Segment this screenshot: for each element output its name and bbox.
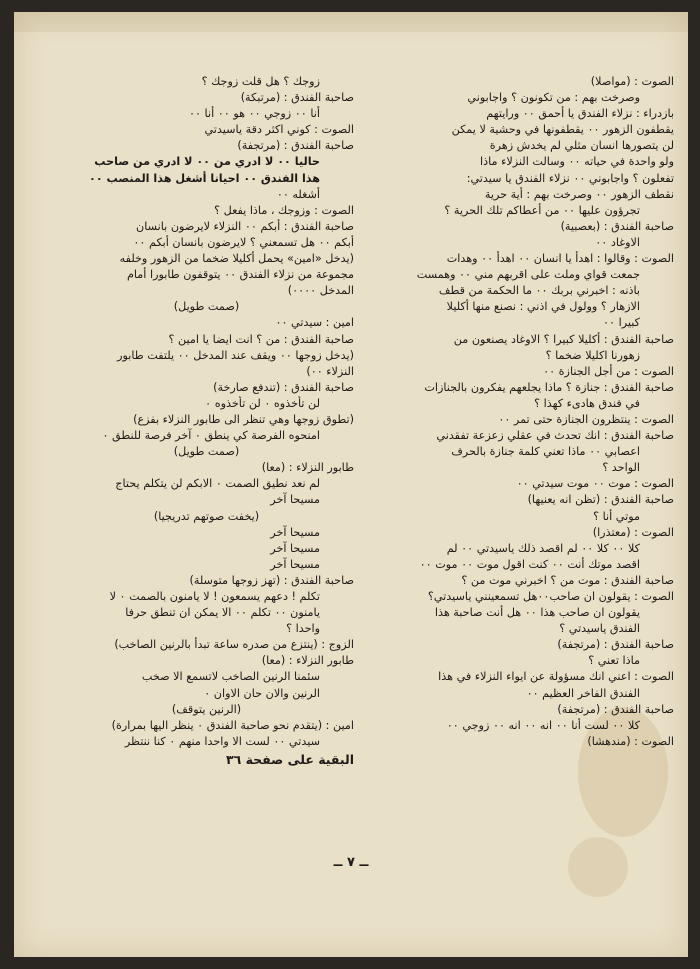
text-line: الصوت : اعني انك مسؤولة عن ايواء النزلاء في هذا xyxy=(438,670,674,684)
text-line: الصوت : كوني اكثر دقة ياسيدتي xyxy=(204,123,354,137)
text-line: صاحبة الفندق : أبكم ٠٠ النزلاء لايرضون بانسان xyxy=(136,219,354,233)
left-text-column xyxy=(59,74,354,768)
text-line: الصوت : موت ٠٠ موت سيدتي ٠٠ xyxy=(516,477,674,491)
text-line: لن يتصورها انسان مثلي لم يخدش زهرة xyxy=(489,139,674,153)
text-line: الصوت : يقولون ان صاحب٠٠هل تسمعينني ياسيدتي؟ xyxy=(427,590,674,603)
text-line: الزوج : (ينتزع من صدره ساعة تبدأ بالرنين الصاخب) xyxy=(114,638,354,652)
text-line: صاحبة الفندق : (تظن انه يعنيها) xyxy=(527,493,674,507)
text-line: كلا ٠٠ لست أنا ٠٠ انه ٠٠ انه ٠٠ زوجي ٠٠ xyxy=(446,718,640,732)
text-line: مسيحا آخر xyxy=(270,493,320,507)
text-line: النزلاء ٠٠) xyxy=(306,364,354,378)
text-line: نقطف الزهور ٠٠ وصرخت بهم : أية حرية xyxy=(484,187,674,201)
text-line: مسيحا آخر xyxy=(270,541,320,555)
text-line: واحدا ؟ xyxy=(286,622,320,636)
text-line: مسيحا آخر xyxy=(270,525,320,539)
text-line: هذا الفندق ٠٠ احيانا أشغل هذا المنصب ٠٠ xyxy=(88,171,320,185)
text-line: صاحبة الفندق : (تندفع صارخة) xyxy=(213,380,354,394)
text-line: بازدراء : نزلاء الفندق يا أحمق ٠٠ ورايتهم xyxy=(486,107,674,121)
text-line: (صمت طويل) xyxy=(173,300,240,314)
text-line: جمعت قواي وملت على اقربهم مني ٠٠ وهمست xyxy=(416,268,640,282)
text-line: تجرؤون عليها ٠٠ من أعطاكم تلك الحرية ؟ xyxy=(444,203,640,217)
text-line: وصرخت بهم : من تكونون ؟ واجابوني xyxy=(467,91,640,105)
text-line: صاحبة الفندق : من ؟ انت ايضا يا امين ؟ xyxy=(168,332,354,346)
text-line: امين : (يتقدم نحو صاحبة الفندق ٠ ينظر اليها بمرارة) xyxy=(111,718,354,732)
text-line: البقية على صفحة ٣٦ xyxy=(225,751,354,767)
text-line: اقصد موتك أنت ٠٠ كنت اقول موت ٠٠ موت ٠٠ xyxy=(419,557,640,571)
text-line: الرنين والان حان الاوان ٠ xyxy=(204,686,320,700)
text-line: يامنون ٠٠ تكلم ٠٠ الا يمكن ان تنطق حرفا xyxy=(125,606,320,620)
text-line: صاحبة الفندق : أكليلا كبيرا ؟ الاوغاد يصنعون من xyxy=(453,332,674,346)
text-line: زهورنا اكليلا ضخما ؟ xyxy=(545,348,640,362)
text-line: طابور النزلاء : (معا) xyxy=(261,654,354,668)
text-line: (تطوق زوجها وهي تنظر الى طابور النزلاء بفزع) xyxy=(133,412,354,426)
paper-edge-stain xyxy=(14,12,688,32)
text-line: صاحبة الفندق : (مرتجفة) xyxy=(557,638,674,652)
text-line: الصوت : من أجل الجنازة ٠٠ xyxy=(543,364,674,378)
text-line: موتي أنا ؟ xyxy=(593,509,640,523)
text-line: صاحبة الفندق : جنازة ؟ ماذا يجلعهم يفكرون بالجنازات xyxy=(424,380,674,394)
text-line: أنا ٠٠ زوجي ٠٠ هو ٠٠ أنا ٠٠ xyxy=(188,107,320,121)
text-line: امنحوه الفرصة كي ينطق ٠ آخر فرصة للنطق ٠ xyxy=(102,429,320,443)
text-line: طابور النزلاء : (معا) xyxy=(261,461,354,475)
text-line: سئمنا الرنين الصاخب لاتسمع الا صخب xyxy=(141,670,320,684)
text-line: (يدخل زوجها ٠٠ ويقف عند المدخل ٠٠ يلتفت طابور xyxy=(117,348,354,362)
text-line: (الرنين يتوقف) xyxy=(171,702,242,716)
text-line: صاحبة الفندق : (بعصبية) xyxy=(560,219,674,233)
text-line: مجموعة من نزلاء الفندق ٠٠ يتوقفون طابورا أمام xyxy=(126,268,354,282)
text-line: الصوت : وزوجك ، ماذا يفعل ؟ xyxy=(214,203,354,217)
text-line: صاحبة الفندق : (مرتجفة) xyxy=(557,702,674,716)
text-line: مسيحا آخر xyxy=(270,557,320,571)
text-line: الصوت : (معتذرا) xyxy=(592,525,674,539)
text-line: تكلم ! دعهم يسمعون ! لا يامنون بالصمت ٠ لا xyxy=(109,590,320,603)
text-line: كلا ٠٠ كلا ٠٠ لم اقصد ذلك ياسيدتي ٠٠ لم xyxy=(446,541,640,555)
text-line: ماذا تعني ؟ xyxy=(588,654,640,668)
text-line: ولو واحدة في حياته ٠٠ وسالت النزلاء ماذا xyxy=(480,155,674,169)
text-line: في فندق هادىء كهذا ؟ xyxy=(534,396,640,410)
text-line: الصوت : (مندهشا) xyxy=(587,734,674,748)
text-line: يقطفون الزهور ٠٠ يقطفونها في وحشية لا يمكن xyxy=(451,123,674,137)
text-line: امين : سيدتي ٠٠ xyxy=(275,316,354,330)
text-line: باذنه : اخبرني بربك ٠٠ ما الحكمة من قطف xyxy=(438,284,640,298)
page-number: ــ ٧ ــ xyxy=(333,855,369,870)
text-line: المدخل ٠٠٠٠) xyxy=(287,284,354,298)
text-line: الفندق الفاخر العظيم ٠٠ xyxy=(526,686,640,700)
text-line: صاحبة الفندق : موت من ؟ اخبرني موت من ؟ xyxy=(461,573,674,587)
text-line: سيدتي ٠٠ لست الا واحدا منهم ٠ كنا ننتظر xyxy=(124,734,320,748)
text-line: الازهار ؟ وولول في اذني : نصنع منها أكليلا xyxy=(446,300,640,314)
text-line: الواحد ؟ xyxy=(602,461,640,475)
text-line: الصوت : (مواصلا) xyxy=(590,75,674,88)
text-line: (صمت طويل) xyxy=(173,445,240,459)
text-line: (يخفت صوتهم تدريجيا) xyxy=(153,509,260,523)
text-line: الصوت : ينتظرون الجنازة حتى تمر ٠٠ xyxy=(498,412,674,426)
text-line: يقولون ان صاحب هذا ٠٠ هل أنت صاحبة هذا xyxy=(434,606,640,620)
text-line: الفندق ياسيدتي ؟ xyxy=(559,622,640,636)
text-line: لن تأخذوه ٠ لن تأخذوه ٠ xyxy=(205,396,320,410)
text-line: اعصابي ٠٠ ماذا تعني كلمة جنازة بالحرف xyxy=(451,445,640,459)
text-line: تفعلون ؟ واجابوني ٠٠ نزلاء الفندق يا سيدتي: xyxy=(466,171,674,185)
text-line: زوجك ؟ هل قلت زوجك ؟ xyxy=(201,75,320,88)
magazine-page xyxy=(14,12,688,957)
text-line: كبيرا ٠٠ xyxy=(603,316,640,330)
text-line: حاليا ٠٠ لا ادري من ٠٠ لا ادري من صاحب xyxy=(94,155,320,169)
text-line: صاحبة الفندق : (مرتبكة) xyxy=(240,91,354,105)
text-line: أبكم ٠٠ هل تسمعني ؟ لايرضون بانسان أبكم ٠٠ xyxy=(133,235,354,249)
text-line: الاوغاد ٠٠ xyxy=(595,235,640,249)
text-line: (يدخل «امين» يحمل أكليلا ضخما من الزهور وخلفه xyxy=(119,252,354,266)
text-line: أشغله ٠٠ xyxy=(276,187,320,201)
text-line: صاحبة الفندق : (تهز زوجها متوسلة) xyxy=(189,573,354,587)
text-line: الصوت : وقالوا : اهدأ يا انسان ٠٠ اهدأ ٠٠ وهدات xyxy=(446,252,674,266)
right-text-column xyxy=(379,74,674,750)
text-line: صاحبة الفندق : انك تحدث في عقلي زعزعة تفقدني xyxy=(436,429,674,443)
text-line: صاحبة الفندق : (مرتجفة) xyxy=(237,139,354,153)
text-line: لم نعد نطيق الصمت ٠ الابكم لن يتكلم يحتاج xyxy=(115,477,320,491)
